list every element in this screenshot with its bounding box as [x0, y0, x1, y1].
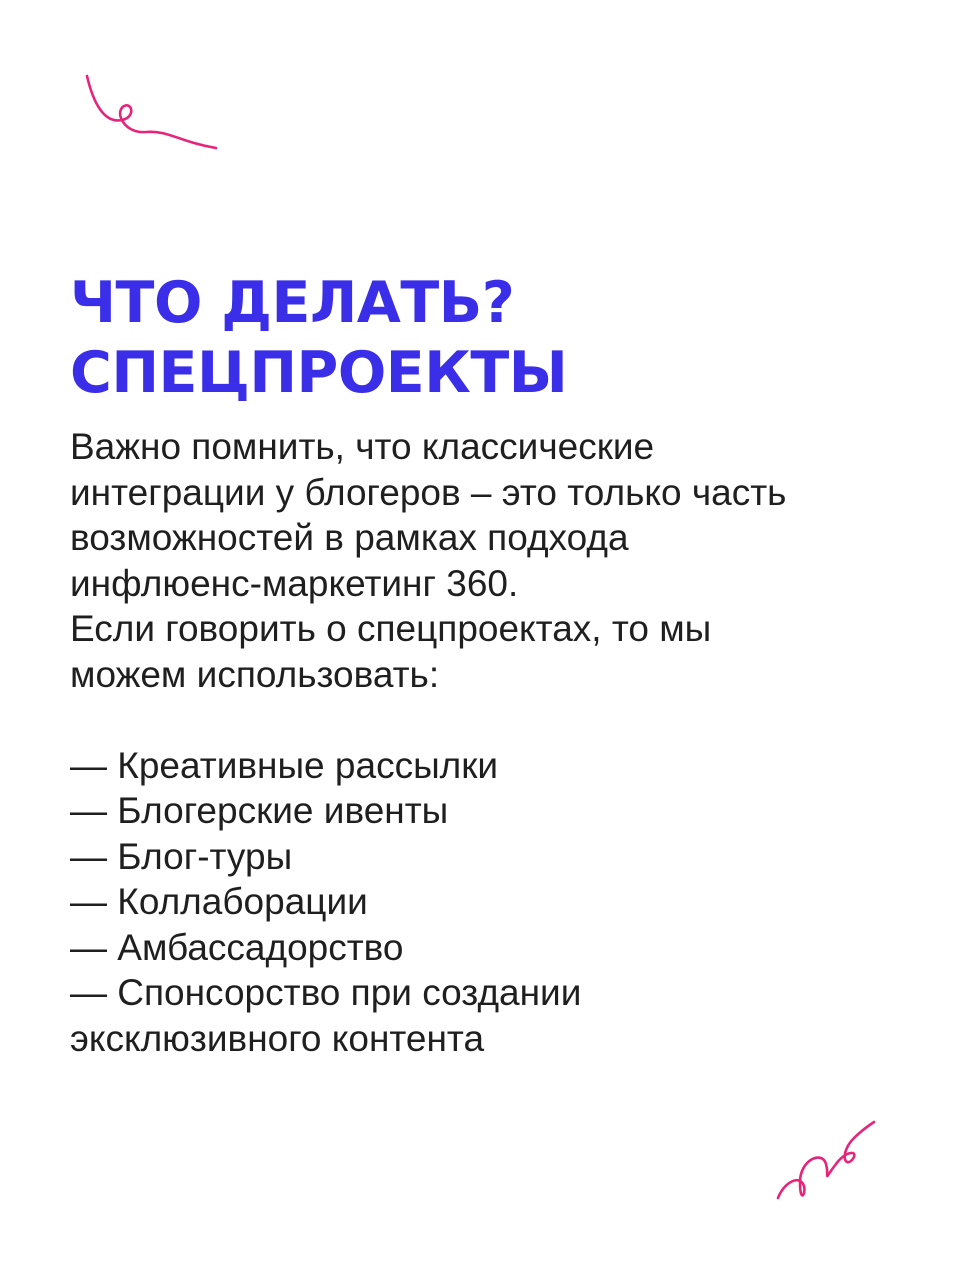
intro-line: Важно помнить, что классические	[70, 426, 655, 467]
squiggle-bottom-icon	[770, 1112, 880, 1212]
title-line-1: ЧТО ДЕЛАТЬ?	[70, 270, 515, 336]
list-item: — Спонсорство при создании	[70, 972, 582, 1013]
title-line-2: СПЕЦПРОЕКТЫ	[70, 340, 568, 406]
squiggle-top-icon	[84, 72, 224, 158]
page-title	[70, 268, 567, 408]
body-text	[70, 424, 930, 1061]
intro-line: интеграции у блогеров – это только часть	[70, 471, 787, 513]
intro-line: возможностей в рамках подхода	[70, 517, 629, 558]
list-item: — Блог-туры	[70, 835, 293, 877]
list-item: — Коллаборации	[70, 881, 368, 922]
list-item: — Креативные рассылки	[70, 744, 499, 786]
paragraph-gap	[70, 697, 930, 743]
intro-line: инфлюенс-маркетинг 360.	[70, 562, 519, 604]
list-item: — Блогерские ивенты	[70, 790, 449, 831]
list-item: — Амбассадорство	[70, 926, 404, 968]
intro-line: Если говорить о спецпроектах, то мы	[70, 608, 712, 649]
list-item-continuation: эксклюзивного контента	[70, 1017, 485, 1059]
intro-line: можем использовать:	[70, 653, 440, 695]
